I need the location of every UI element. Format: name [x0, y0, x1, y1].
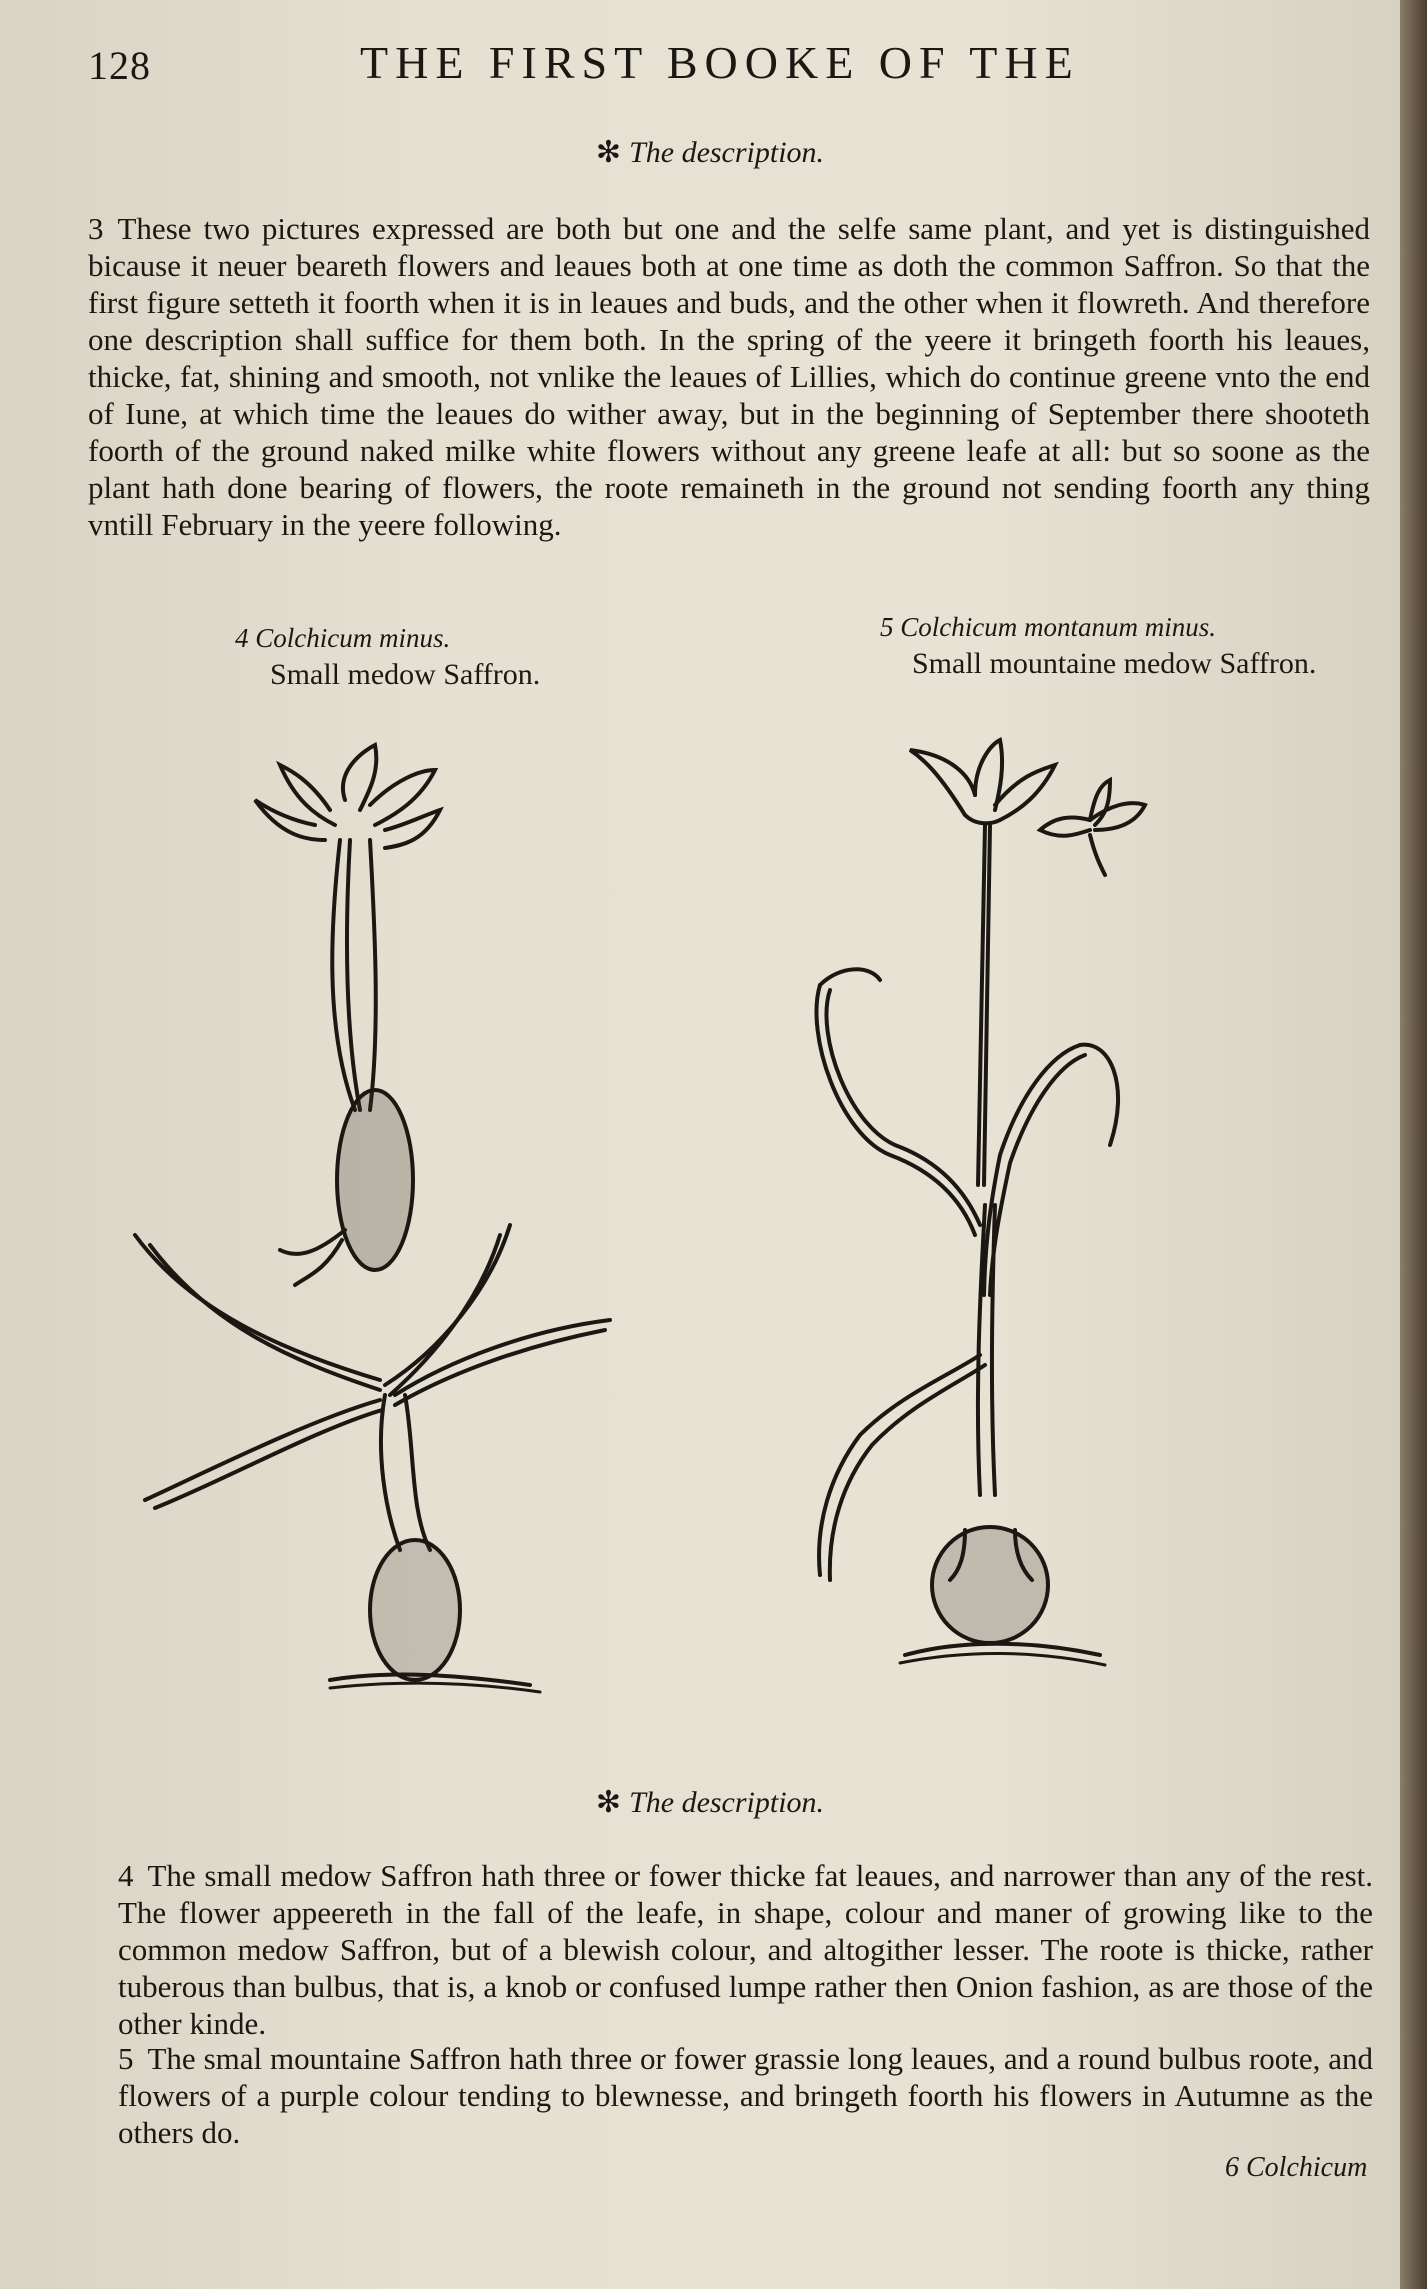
description-heading-text: The description. — [629, 136, 825, 169]
description-heading-2 — [460, 1785, 960, 1820]
paragraph-number: 4 — [118, 1858, 134, 1893]
paragraph-4 — [118, 1857, 1373, 2042]
paragraph-5 — [118, 2040, 1373, 2151]
running-header: THE FIRST BOOKE OF THE — [360, 37, 1080, 88]
figure-4-caption-english: Small medow Saffron. — [270, 658, 541, 691]
small-mountaine-medow-saffron-woodcut — [800, 735, 1250, 1685]
description-heading-1 — [460, 135, 960, 170]
figure-4-caption-latin — [235, 623, 450, 654]
figure-number: 4 — [235, 623, 249, 653]
paragraph-text: The small medow Saffron hath three or fower thicke fat leaues, and narrower than any of the rest. The flower appeereth in the fall of the leafe, in shape, colour and maner of growing like to the common medow Saffron, but of a blewish colour, and altogither lesser. The roote is thicke, rather tuberous than bulbus, that is, a knob or confused lumpe rather then Onion fashion, as are those of the other kinde. — [118, 1858, 1373, 2041]
paragraph-text: The smal mountaine Saffron hath three or fower grassie long leaues, and a round bulbus roote, and flowers of a purple colour tending to blewnesse, and bringeth foorth his flowers in Autumne as the others do. — [118, 2041, 1373, 2150]
book-gutter-edge — [1400, 0, 1427, 2289]
small-medow-saffron-woodcut — [130, 730, 630, 1700]
description-heading-text: The description. — [629, 1786, 825, 1819]
figure-number: 5 — [880, 612, 894, 642]
asterisk-ornament-icon: ✻ — [595, 136, 622, 169]
asterisk-ornament-icon: ✻ — [595, 1786, 622, 1819]
latin-name: Colchicum montanum minus. — [900, 612, 1216, 642]
paragraph-number: 5 — [118, 2041, 134, 2076]
catchword: 6 Colchicum — [1225, 2152, 1368, 2183]
paragraph-text: These two pictures expressed are both but one and the selfe same plant, and yet is distinguished bicause it neuer beareth flowers and leaues both at one time as doth the common Saffron. So that the first figure setteth it foorth when it is in leaues and buds, and the other when it flowreth. And therefore one description shall suffice for them both. In the spring of the yeere it bringeth foorth his leaues, thicke, fat, shining and smooth, not vnlike the leaues of Lillies, which do continue greene vnto the end of Iune, at which time the leaues do wither away, but in the beginning of September there shooteth foorth of the ground naked milke white flowers without any greene leafe at all: but so soone as the plant hath done bearing of flowers, the roote remaineth in the ground not sending foorth any thing vntill February in the yeere following. — [88, 211, 1370, 542]
figure-5-caption-latin — [880, 612, 1216, 643]
figure-5-caption-english: Small mountaine medow Saffron. — [912, 647, 1317, 680]
paragraph-3 — [88, 210, 1370, 543]
latin-name: Colchicum minus. — [255, 623, 451, 653]
paragraph-number: 3 — [88, 211, 104, 246]
page-number: 128 — [88, 43, 151, 88]
